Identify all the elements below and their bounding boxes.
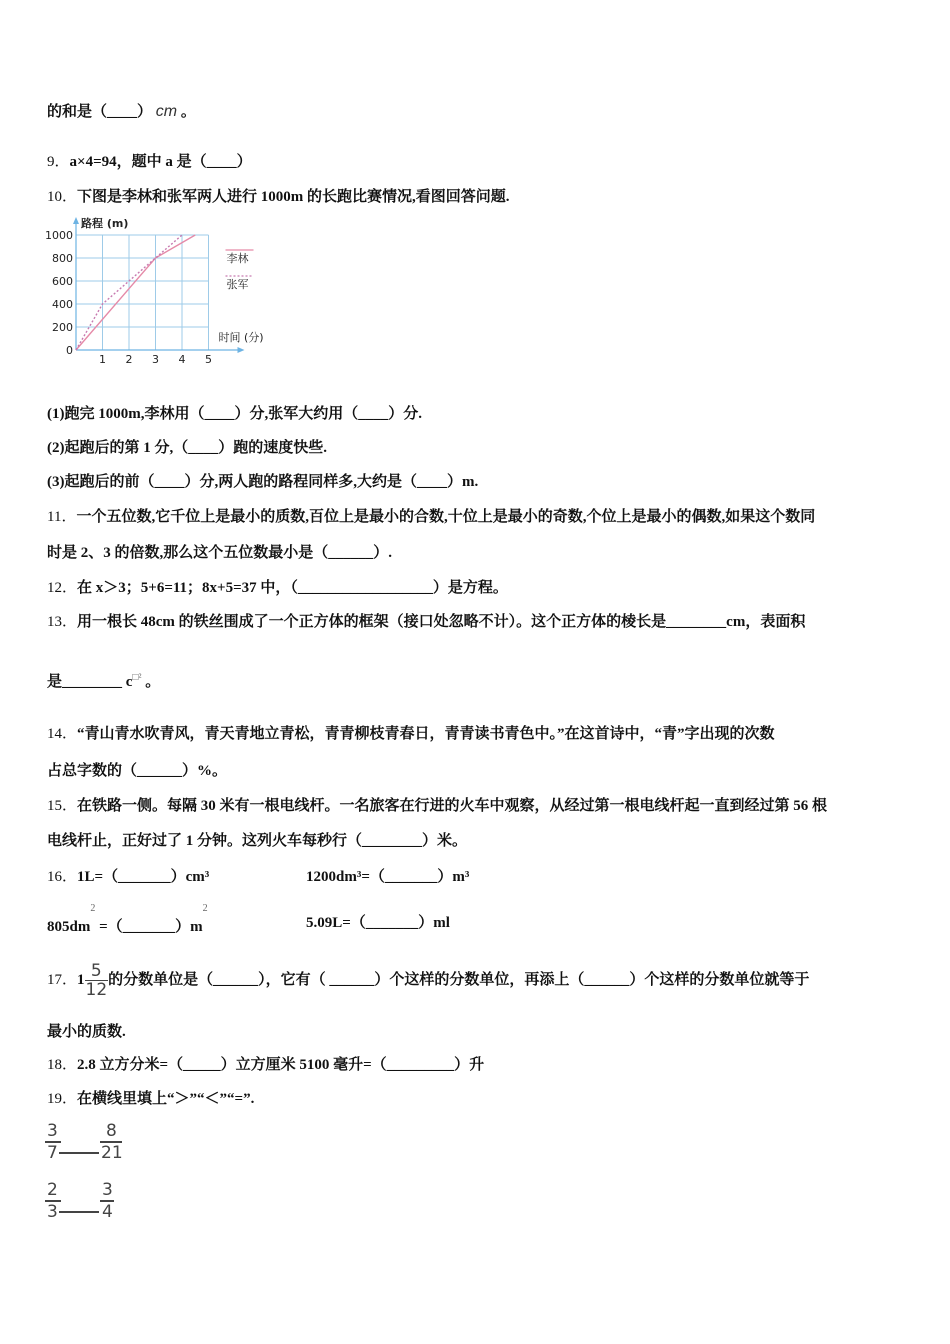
q16-text-c: 805dm: [47, 919, 91, 935]
x-tick-label: 3: [152, 353, 159, 366]
x-tick-label: 2: [125, 353, 133, 366]
q10-number: 10．: [47, 189, 78, 205]
y-tick-label: 0: [66, 344, 73, 357]
cmp1-n2: 8: [106, 1121, 117, 1141]
q13-text-a: 用一根长 48cm 的铁丝围成了一个正方体的框架（接口处忽略不计）。这个正方体的棱长是________cm，表面积: [77, 614, 806, 630]
chart-grid: [76, 235, 209, 350]
q13-sup: □²: [132, 672, 142, 683]
q17-number: 17．: [47, 972, 78, 988]
q16-text-a: 1L=（_______）cm³: [77, 869, 210, 885]
q15-text-a: 在铁路一侧。每隔 30 米有一根电线杆。一名旅客在行进的火车中观察，从经过第一根电线杆起一直到经过第 56 根: [77, 798, 828, 814]
q9-number: 9．: [47, 154, 70, 170]
y-tick-label: 200: [52, 321, 73, 334]
cmp2-n1: 2: [47, 1180, 58, 1200]
question-15-cont: [47, 831, 467, 851]
q8-end: 。: [180, 104, 196, 120]
q9-text: a×4=94，题中 a 是（____）: [69, 154, 252, 170]
question-10-1: [47, 404, 422, 424]
cmp2-blank-line[interactable]: [59, 1211, 99, 1213]
question-10: [47, 187, 510, 207]
question-11-cont: [47, 543, 392, 563]
q17-numerator: 5: [90, 960, 102, 981]
q13-end: 。: [141, 674, 161, 690]
y-tick-label: 800: [52, 252, 73, 265]
cmp1-d1: 7: [47, 1143, 58, 1163]
cmp2-d1: 3: [47, 1202, 58, 1222]
q14-number: 14．: [47, 726, 78, 742]
q13-number: 13．: [47, 614, 78, 630]
q14-text-a: “青山青水吹青风，青天青地立青松，青青柳枝青春日，青青读书青色中。”在这首诗中，“青”字出现的次数: [77, 726, 775, 742]
question-14: [47, 724, 775, 744]
x-tick-label: 4: [178, 353, 186, 366]
cmp1-blank-line[interactable]: [59, 1152, 99, 1154]
question-10-2: [47, 438, 327, 458]
q10-2-text: (2)起跑后的第 1 分,（____）跑的速度快些.: [47, 440, 327, 456]
compare-row-2: [45, 1180, 135, 1224]
q16-text-b: 1200dm³=（_______）m³: [306, 869, 470, 885]
cmp2-n2: 3: [102, 1180, 113, 1200]
q12-number: 12．: [47, 580, 78, 596]
q18-number: 18．: [47, 1057, 78, 1073]
q19-number: 19．: [47, 1091, 78, 1107]
question-19: [47, 1089, 254, 1109]
question-11: [47, 507, 815, 527]
question-10-3: [47, 472, 478, 492]
legend-label-1: 李林: [226, 252, 249, 265]
q17-fraction: [85, 960, 109, 1000]
race-chart: [40, 212, 280, 372]
cmp2-d2: 4: [102, 1202, 113, 1222]
question-16-c: [47, 903, 208, 937]
y-tick-label: 600: [52, 275, 73, 288]
q10-1-text: (1)跑完 1000m,李林用（____）分,张军大约用（____）分.: [47, 406, 422, 422]
question-17-cont: [47, 1022, 126, 1042]
q16-sup-1: 2: [90, 903, 96, 914]
q11-text-b: 时是 2、3 的倍数,那么这个五位数最小是（______）.: [47, 545, 393, 561]
compare-row-1: [45, 1121, 135, 1165]
q8-text: 的和是（____）: [47, 104, 153, 120]
question-14-cont: [47, 761, 227, 781]
q13-text-b: 是________ c: [47, 674, 133, 690]
x-tick-label: 5: [205, 353, 212, 366]
legend-label-2: 张军: [226, 278, 249, 291]
y-tick-label: 1000: [45, 229, 73, 242]
cmp1-n1: 3: [47, 1121, 58, 1141]
question-17: [47, 958, 809, 1002]
q16-text-d: 5.09L=（_______）ml: [306, 915, 450, 931]
q10-text: 下图是李林和张军两人进行 1000m 的长跑比赛情况,看图回答问题.: [77, 189, 510, 205]
y-axis-title: 路程 (m): [81, 217, 129, 230]
q17-text-a: 的分数单位是（______），它有（ ______）个这样的分数单位，再添上（______）个这样的分数单位就等于: [108, 972, 810, 988]
y-axis-arrow: [73, 217, 79, 224]
q11-number: 11．: [47, 509, 77, 525]
question-12: [47, 578, 508, 598]
q16-sup-2: 2: [202, 903, 208, 914]
q12-text: 在 x＞3；5+6=11；8x+5=37 中，（__________________）是方程。: [77, 580, 508, 596]
question-13-cont: [47, 668, 160, 692]
cmp1-d2: 21: [101, 1143, 123, 1163]
q10-3-text: (3)起跑后的前（____）分,两人跑的路程同样多,大约是（____）m.: [47, 474, 479, 490]
q15-number: 15．: [47, 798, 78, 814]
series-line-1: [76, 235, 195, 350]
question-13: [47, 612, 805, 632]
question-18: [47, 1055, 484, 1075]
y-tick-label: 400: [52, 298, 73, 311]
q11-text-a: 一个五位数,它千位上是最小的质数,百位上是最小的合数,十位上是最小的奇数,个位上是最小的偶数,如果这个数同: [76, 509, 816, 525]
q17-denominator: 12: [85, 979, 108, 1000]
q19-text: 在横线里填上“＞”“＜”“=”.: [77, 1091, 255, 1107]
question-16-d: [306, 913, 450, 933]
question-16: [47, 867, 209, 887]
q14-text-b: 占总字数的（______）%。: [47, 763, 228, 779]
x-axis-title: 时间 (分): [218, 331, 264, 344]
cm-unit: cm: [155, 103, 178, 120]
question-9: [47, 152, 252, 172]
x-axis-arrow: [238, 347, 245, 353]
q17-text-b: 最小的质数.: [47, 1024, 126, 1040]
q15-text-b: 电线杆止，正好过了 1 分钟。这列火车每秒行（________）米。: [47, 833, 468, 849]
q16-text-c-mid: =（_______）m: [95, 919, 203, 935]
q16-number: 16．: [47, 869, 78, 885]
question-16-b: [306, 867, 469, 887]
q18-text: 2.8 立方分米=（_____）立方厘米 5100 毫升=（_________）升: [77, 1057, 485, 1073]
q17-whole: 1: [77, 972, 85, 988]
chart-labels: [45, 216, 264, 366]
x-tick-label: 1: [99, 353, 106, 366]
q8-tail: [47, 102, 196, 122]
question-15: [47, 796, 827, 816]
